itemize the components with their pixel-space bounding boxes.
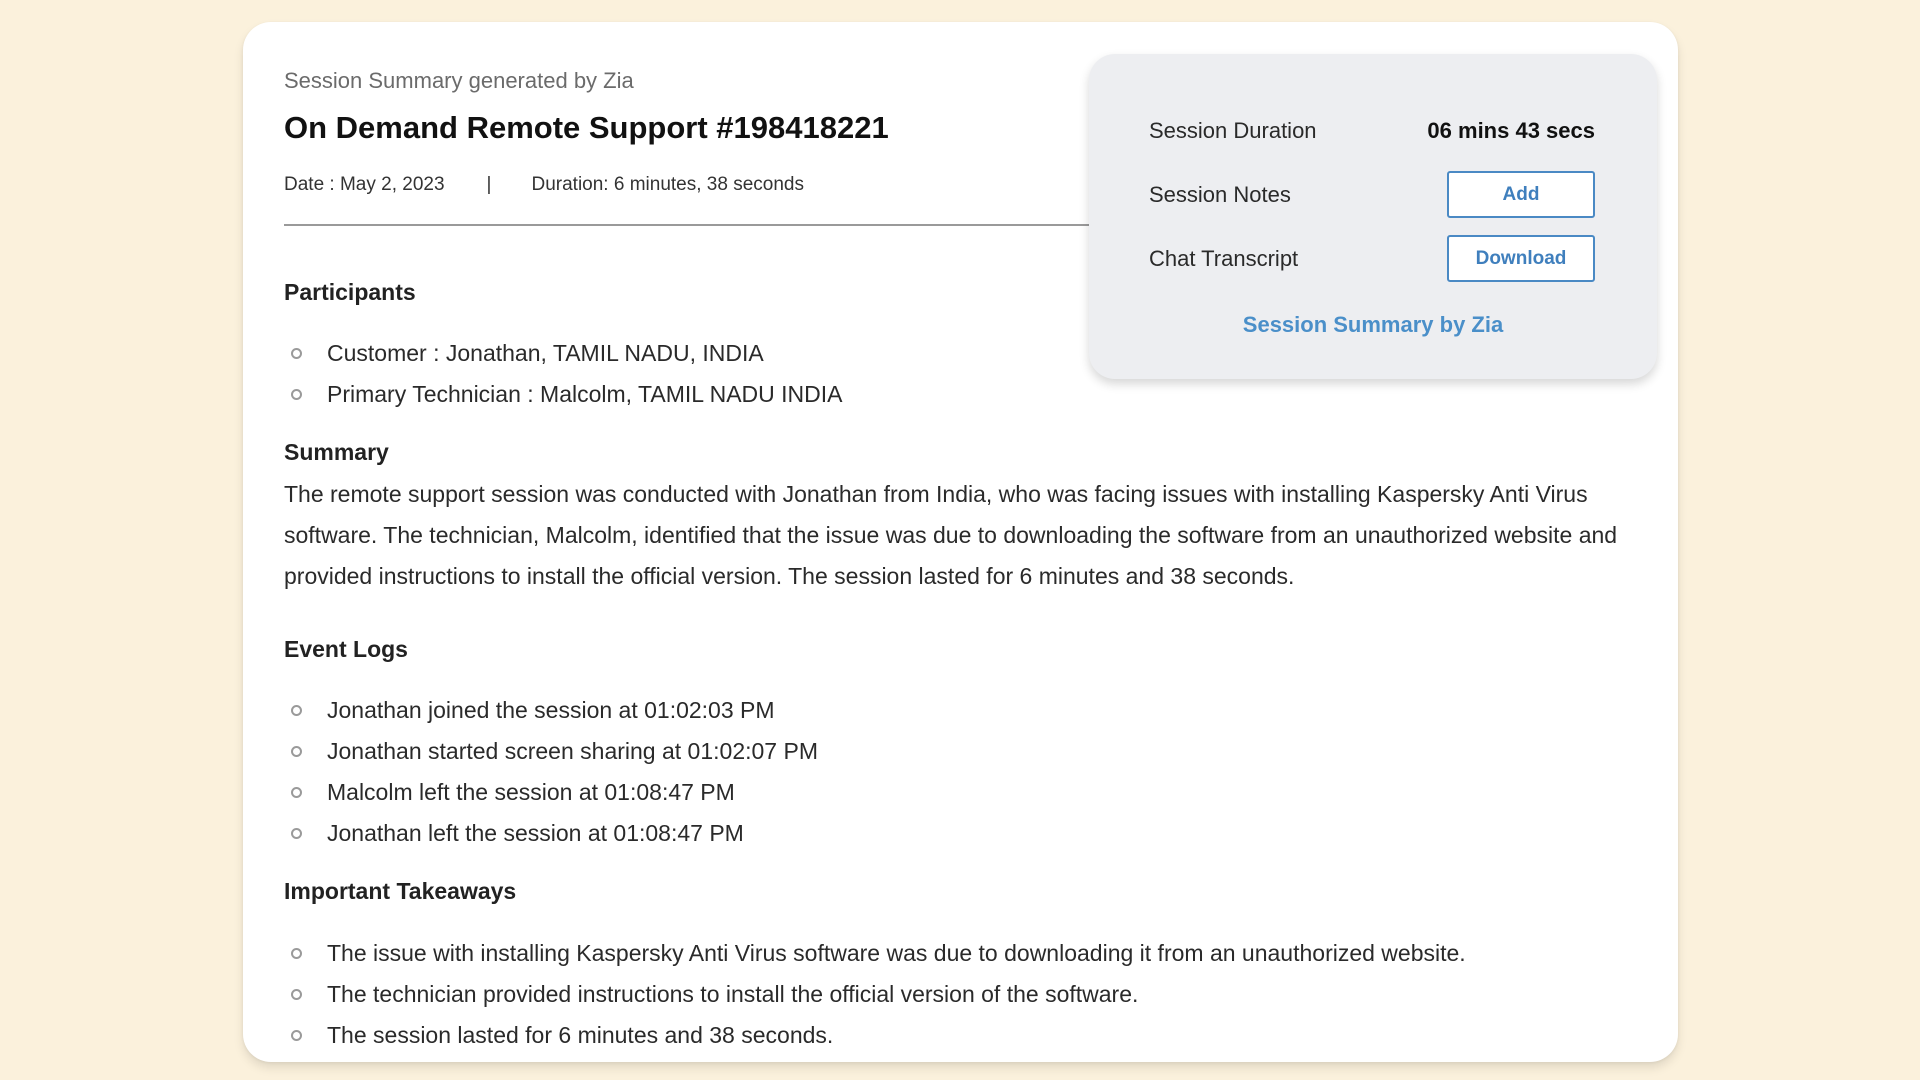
takeaways-list (291, 933, 1466, 1056)
list-item (291, 1015, 1466, 1056)
takeaway-entry: The session lasted for 6 minutes and 38 seconds. (327, 1022, 834, 1048)
bullet-circle-icon (291, 948, 302, 959)
list-item (291, 813, 818, 854)
session-date: Date : May 2, 2023 (284, 174, 445, 195)
summary-heading: Summary (284, 439, 389, 465)
session-summary-zia-link[interactable]: Session Summary by Zia (1242, 312, 1504, 337)
session-notes-label: Session Notes (1149, 181, 1291, 207)
session-meta (284, 175, 1144, 194)
list-item (291, 772, 818, 813)
event-log-entry: Malcolm left the session at 01:08:47 PM (327, 779, 735, 805)
bullet-circle-icon (291, 746, 302, 757)
list-item (291, 333, 843, 374)
participant-technician: Primary Technician : Malcolm, TAMIL NADU INDIA (327, 381, 843, 407)
session-duration-row (1149, 107, 1595, 154)
event-logs-list (291, 690, 818, 854)
list-item (291, 974, 1466, 1015)
meta-separator: | (486, 174, 492, 195)
event-log-entry: Jonathan joined the session at 01:02:03 PM (327, 697, 775, 723)
chat-transcript-label: Chat Transcript (1149, 245, 1299, 271)
session-details-panel (1089, 54, 1657, 379)
header-divider (284, 224, 1134, 226)
summary-subtitle: Session Summary generated by Zia (284, 68, 634, 93)
session-duration-label: Session Duration (1149, 117, 1317, 143)
participants-list (291, 333, 843, 415)
session-summary-card (243, 22, 1678, 1062)
session-duration-text: Duration: 6 minutes, 38 seconds (531, 174, 804, 195)
participant-customer: Customer : Jonathan, TAMIL NADU, INDIA (327, 340, 764, 366)
summary-paragraph: The remote support session was conducted with Jonathan from India, who was facing issues with installing Kaspersky Anti Virus software. The technician, Malcolm, identified that the issue was due to downloading the software from an unauthorized website and provided instructions to install the official version. The session lasted for 6 minutes and 38 seconds. (284, 481, 1618, 589)
session-duration-value: 06 mins 43 secs (1427, 117, 1595, 143)
takeaways-heading: Important Takeaways (284, 878, 517, 904)
session-notes-row (1149, 171, 1595, 218)
page-title: On Demand Remote Support #198418221 (284, 110, 889, 145)
takeaway-entry: The issue with installing Kaspersky Anti Virus software was due to downloading it from an unauthorized website. (327, 940, 1466, 966)
event-log-entry: Jonathan started screen sharing at 01:02:07 PM (327, 738, 818, 764)
add-notes-button[interactable]: Add (1447, 171, 1595, 218)
participants-heading: Participants (284, 279, 416, 305)
list-item (291, 374, 843, 415)
list-item (291, 731, 818, 772)
bullet-circle-icon (291, 828, 302, 839)
event-logs-heading: Event Logs (284, 636, 408, 662)
bullet-circle-icon (291, 389, 302, 400)
list-item (291, 933, 1466, 974)
bullet-circle-icon (291, 1030, 302, 1041)
chat-transcript-row (1149, 235, 1595, 282)
list-item (291, 690, 818, 731)
takeaway-entry: The technician provided instructions to install the official version of the software. (327, 981, 1139, 1007)
bullet-circle-icon (291, 989, 302, 1000)
bullet-circle-icon (291, 787, 302, 798)
download-transcript-button[interactable]: Download (1447, 235, 1595, 282)
bullet-circle-icon (291, 705, 302, 716)
summary-header (284, 70, 1144, 194)
event-log-entry: Jonathan left the session at 01:08:47 PM (327, 820, 744, 846)
bullet-circle-icon (291, 348, 302, 359)
